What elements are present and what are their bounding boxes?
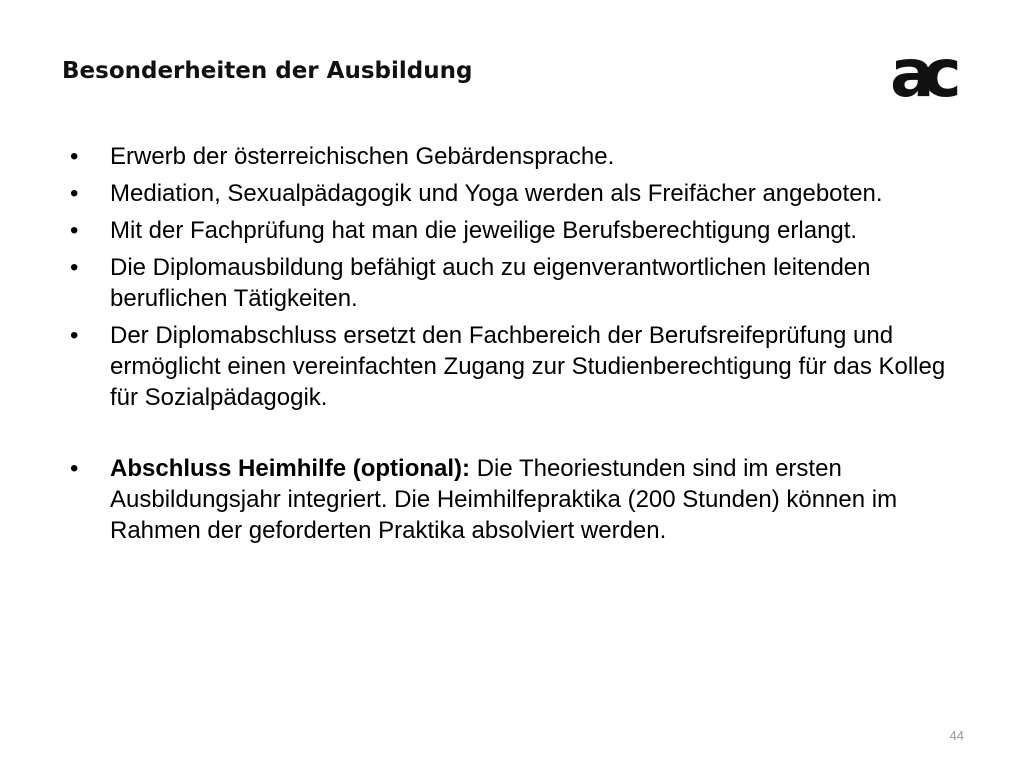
- bullet-icon: •: [70, 322, 79, 349]
- bullet-icon: •: [70, 254, 79, 281]
- bullet-text: Mediation, Sexualpädagogik und Yoga werden als Freifächer angeboten.: [110, 180, 883, 207]
- bullet-text: Der Diplomabschluss ersetzt den Fachbereich der Berufsreifeprüfung und ermöglicht einen vereinfachten Zugang zur Studienberechtigung für das Kolleg für Sozialpädagogik.: [110, 322, 946, 411]
- bullet-item: [70, 215, 960, 246]
- bullet-item: [70, 178, 960, 209]
- page-number: 44: [949, 728, 964, 743]
- bullet-list: [70, 141, 960, 552]
- bullet-text: Die Diplomausbildung befähigt auch zu eigenverantwortlichen leitenden beruflichen Tätigkeiten.: [110, 254, 871, 312]
- bullet-item: [70, 141, 960, 172]
- logo-text: ac: [890, 46, 950, 104]
- bullet-icon: •: [70, 217, 79, 244]
- bullet-bold-lead: Abschluss Heimhilfe (optional):: [110, 455, 471, 482]
- bullet-text: Die Theoriestunden sind im ersten Ausbildungsjahr integriert. Die Heimhilfepraktika (200 Stunden) können im Rahmen der geforderten Praktika absolviert werden.: [110, 455, 898, 544]
- slide-title: Besonderheiten der Ausbildung: [62, 58, 473, 84]
- bullet-text: Erwerb der österreichischen Gebärdensprache.: [110, 143, 615, 170]
- bullet-item: [70, 453, 960, 546]
- bullet-icon: •: [70, 180, 79, 207]
- bullet-icon: •: [70, 455, 79, 482]
- bullet-text: Mit der Fachprüfung hat man die jeweilige Berufsberechtigung erlangt.: [110, 217, 858, 244]
- bullet-item: [70, 252, 960, 314]
- ac-logo: [890, 46, 974, 104]
- bullet-icon: •: [70, 143, 79, 170]
- bullet-item: [70, 320, 960, 413]
